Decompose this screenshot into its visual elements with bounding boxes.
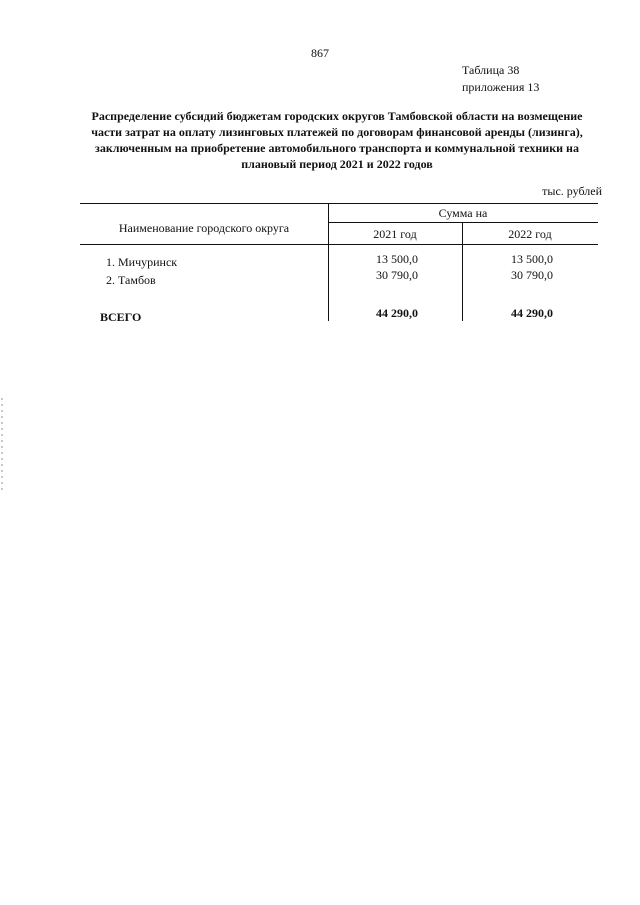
title-line-1: Распределение субсидий бюджетам городских округов Тамбовской области на возмещение: [91, 109, 583, 123]
title-line-2: части затрат на оплату лизинговых платежей по договорам финансовой аренды (лизинга),: [91, 125, 583, 139]
table-top-rule: [80, 203, 598, 204]
row-value-2021: 13 500,0: [376, 252, 418, 266]
header-name-column: Наименование городского округа: [118, 221, 290, 235]
row-value-2022: 30 790,0: [511, 268, 553, 282]
header-sum-group: Сумма на: [438, 206, 488, 220]
table-number: Таблица 38: [462, 63, 520, 77]
header-year-2022: 2022 год: [508, 227, 552, 241]
title-line-4: плановый период 2021 и 2022 годов: [241, 157, 433, 171]
row-value-2021: 30 790,0: [376, 268, 418, 282]
header-bottom-rule: [80, 244, 598, 245]
title-line-3: заключенным на приобретение автомобильного транспорта и коммунальной техники на: [95, 141, 579, 155]
subheader-rule: [328, 222, 598, 223]
scan-edge-artifact: [1, 398, 3, 493]
row-name: 2. Тамбов: [106, 273, 156, 287]
total-value-2021: 44 290,0: [376, 306, 418, 320]
header-year-2021: 2021 год: [373, 227, 417, 241]
row-value-2022: 13 500,0: [511, 252, 553, 266]
row-name: 1. Мичуринск: [106, 255, 178, 269]
document-title: [74, 108, 600, 172]
total-value-2022: 44 290,0: [511, 306, 553, 320]
total-label: ВСЕГО: [100, 310, 142, 324]
table-reference: [462, 62, 539, 96]
page-number: 867: [311, 46, 329, 60]
units-label: тыс. рублей: [542, 184, 602, 198]
appendix-reference: приложения 13: [462, 80, 540, 94]
